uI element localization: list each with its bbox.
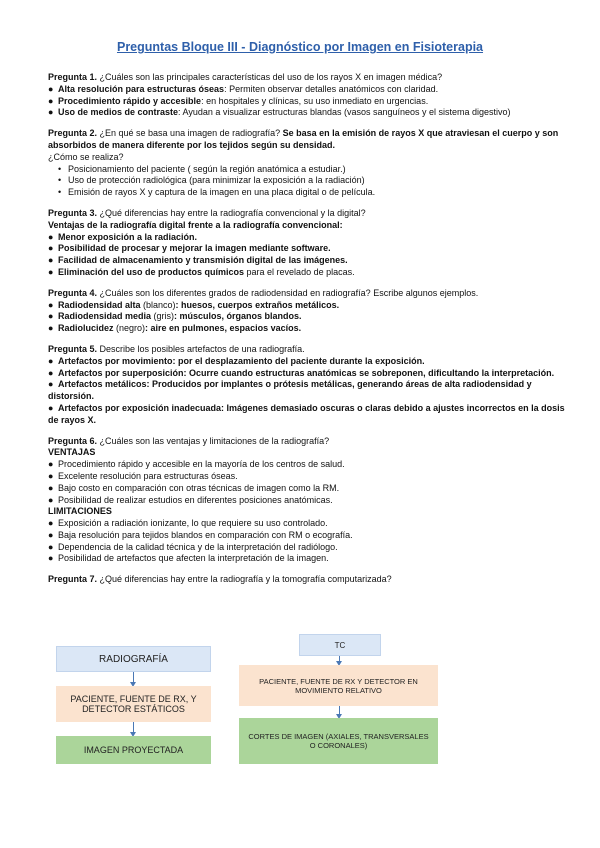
- question-2-text: ¿En qué se basa una imagen de radiografía?: [97, 128, 283, 139]
- bullet-icon: ●: [48, 541, 54, 552]
- bullet-icon: ●: [48, 355, 54, 366]
- bullet-icon: ●: [48, 231, 54, 242]
- question-3-label: Pregunta 3.: [48, 207, 98, 218]
- bullet-icon: ●: [48, 402, 54, 413]
- question-6-label: Pregunta 6.: [48, 435, 98, 446]
- question-4: [48, 288, 568, 335]
- bullet-icon: ●: [48, 529, 54, 540]
- bullet-icon: ●: [48, 470, 54, 481]
- document-body: [48, 72, 568, 595]
- bullet-icon: ●: [48, 323, 54, 334]
- question-5-text: Describe los posibles artefactos de una radiografía.: [97, 343, 305, 354]
- list-item: ● Exposición a radiación ionizante, lo que requiere su uso controlado.: [48, 518, 328, 529]
- bullet-icon: ●: [48, 518, 54, 529]
- list-item: ● Artefactos metálicos: Producidos por implantes o prótesis metálicas, generando áreas de alta radiodensidad y distorsión.: [48, 379, 532, 402]
- question-7-text: ¿Qué diferencias hay entre la radiografía y la tomografía computarizada?: [97, 574, 392, 585]
- bullet-icon: ●: [48, 95, 54, 106]
- list-item: ● Radiodensidad alta (blanco): huesos, cuerpos extraños metálicos.: [48, 299, 340, 310]
- question-3: [48, 208, 568, 279]
- bullet-icon: ●: [48, 459, 54, 470]
- list-item: ● Radiolucidez (negro): aire en pulmones, espacios vacíos.: [48, 323, 302, 334]
- list-item: ● Eliminación del uso de productos químicos para el revelado de placas.: [48, 266, 355, 277]
- question-6: [48, 436, 568, 566]
- arrow-icon: [133, 722, 134, 733]
- bullet-icon: ●: [48, 83, 54, 94]
- list-item: ● Excelente resolución para estructuras óseas.: [48, 470, 238, 481]
- question-2: [48, 128, 568, 199]
- list-item: ● Artefactos por superposición: Ocurre cuando estructuras anatómicas se sobreponen, dificultando la interpretación.: [48, 367, 555, 378]
- list-item: ● Baja resolución para tejidos blandos en comparación con RM o ecografía.: [48, 529, 353, 540]
- bullet-icon: ●: [48, 379, 54, 390]
- list-item: ● Facilidad de almacenamiento y transmisión digital de las imágenes.: [48, 255, 348, 266]
- question-4-label: Pregunta 4.: [48, 287, 98, 298]
- bullet-icon: •: [58, 187, 62, 198]
- bullet-icon: ●: [48, 299, 54, 310]
- tc-setup-box: PACIENTE, FUENTE DE RX Y DETECTOR EN MOVIMIENTO RELATIVO: [239, 665, 438, 706]
- radiografia-box: RADIOGRAFÍA: [56, 646, 211, 672]
- list-item: ● Artefactos por exposición inadecuada: Imágenes demasiado oscuras o claras debido a ajustes incorrectos en la dosis de rayos X.: [48, 402, 565, 425]
- tc-box: TC: [299, 634, 381, 656]
- list-item: ● Posibilidad de realizar estudios en diferentes posiciones anatómicas.: [48, 494, 333, 505]
- bullet-icon: ●: [48, 494, 54, 505]
- list-item: ● Posibilidad de procesar y mejorar la imagen mediante software.: [48, 243, 331, 254]
- page-title: Preguntas Bloque III - Diagnóstico por Imagen en Fisioterapia: [116, 40, 484, 54]
- list-item: ● Uso de medios de contraste: Ayudan a visualizar estructuras blandas (vasos sanguíneos y el sistema digestivo): [48, 107, 511, 118]
- bullet-icon: ●: [48, 311, 54, 322]
- list-item: ● Artefactos por movimiento: por el desplazamiento del paciente durante la exposición.: [48, 355, 425, 366]
- list-item: ● Posibilidad de artefactos que afecten la interpretación de la imagen.: [48, 553, 329, 564]
- question-4-text: ¿Cuáles son los diferentes grados de radiodensidad en radiografía? Escribe algunos ejemplos.: [97, 287, 479, 298]
- list-item: ● Bajo costo en comparación con otras técnicas de imagen como la RM.: [48, 482, 340, 493]
- bullet-icon: ●: [48, 553, 54, 564]
- limitaciones-heading: LIMITACIONES: [48, 506, 112, 517]
- arrow-icon: [339, 706, 340, 715]
- question-2-label: Pregunta 2.: [48, 128, 98, 139]
- question-1-text: ¿Cuáles son las principales características del uso de los rayos X en imagen médica?: [97, 72, 443, 82]
- arrow-icon: [133, 672, 134, 683]
- question-7-label: Pregunta 7.: [48, 574, 98, 585]
- question-5: [48, 344, 568, 427]
- list-item: ● Alta resolución para estructuras óseas: Permiten observar detalles anatómicos con claridad.: [48, 83, 439, 94]
- bullet-icon: ●: [48, 107, 54, 118]
- list-item: • Uso de protección radiológica (para minimizar la exposición a la radiación): [58, 175, 365, 186]
- question-1-label: Pregunta 1.: [48, 72, 98, 82]
- ventajas-heading: VENTAJAS: [48, 447, 96, 458]
- list-item: ● Radiodensidad media (gris): músculos, órganos blandos.: [48, 311, 302, 322]
- question-1: [48, 72, 568, 119]
- list-item: ● Procedimiento rápido y accesible en la mayoría de los centros de salud.: [48, 459, 345, 470]
- list-item: ● Procedimiento rápido y accesible: en hospitales y clínicas, su uso inmediato en urgencias.: [48, 95, 429, 106]
- question-6-text: ¿Cuáles son las ventajas y limitaciones de la radiografía?: [97, 435, 330, 446]
- bullet-icon: ●: [48, 266, 54, 277]
- bullet-icon: ●: [48, 255, 54, 266]
- question-3-intro: Ventajas de la radiografía digital frente a la radiografía convencional:: [48, 219, 343, 230]
- bullet-icon: ●: [48, 367, 54, 378]
- imagen-proyectada-box: IMAGEN PROYECTADA: [56, 736, 211, 764]
- arrow-icon: [339, 656, 340, 662]
- list-item: • Posicionamiento del paciente ( según la región anatómica a estudiar.): [58, 163, 346, 174]
- bullet-icon: •: [58, 163, 62, 174]
- question-5-label: Pregunta 5.: [48, 343, 98, 354]
- list-item: ● Dependencia de la calidad técnica y de la interpretación del radiólogo.: [48, 541, 338, 552]
- bullet-icon: ●: [48, 482, 54, 493]
- question-2-subheading: ¿Cómo se realiza?: [48, 151, 124, 162]
- cortes-imagen-box: CORTES DE IMAGEN (AXIALES, TRANSVERSALES O CORONALES): [239, 718, 438, 764]
- question-7: [48, 574, 568, 586]
- question-3-text: ¿Qué diferencias hay entre la radiografía convencional y la digital?: [97, 207, 366, 218]
- list-item: • Emisión de rayos X y captura de la imagen en una placa digital o de película.: [58, 187, 376, 198]
- list-item: ● Menor exposición a la radiación.: [48, 231, 198, 242]
- bullet-icon: •: [58, 175, 62, 186]
- bullet-icon: ●: [48, 243, 54, 254]
- radiografia-setup-box: PACIENTE, FUENTE DE RX, Y DETECTOR ESTÁTICOS: [56, 686, 211, 722]
- question-2-answer: Se basa en la emisión de rayos X que atraviesan el cuerpo y son absorbidos de manera diferente por los tejidos según su densidad.: [48, 128, 559, 150]
